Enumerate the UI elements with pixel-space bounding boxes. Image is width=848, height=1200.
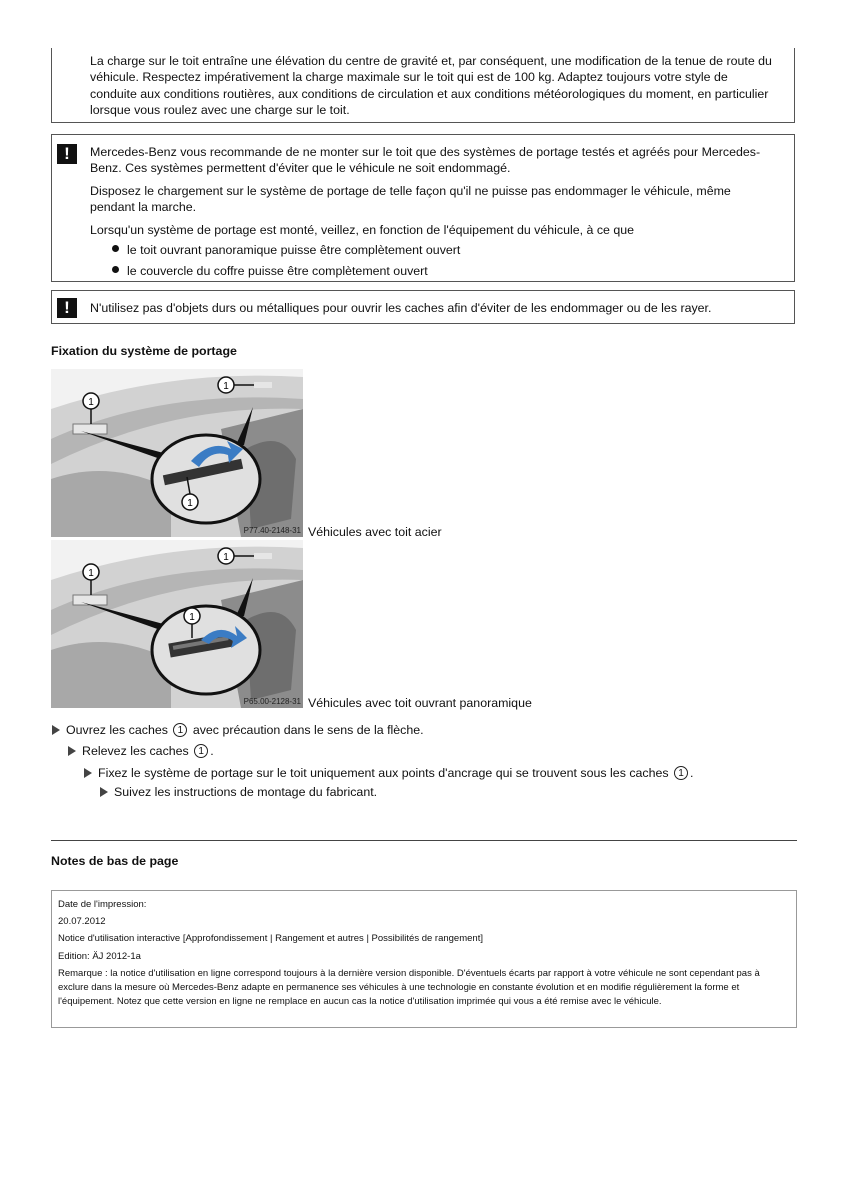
step-text: . <box>690 766 694 780</box>
step-text: Ouvrez les caches <box>66 723 168 737</box>
step-follow-instructions <box>100 785 377 799</box>
roof-load-note <box>51 48 795 123</box>
step-arrow-icon <box>52 725 60 735</box>
figure-marker-label: 1 <box>88 568 94 579</box>
roof-photo-illustration <box>51 369 303 537</box>
marker-1-icon: 1 <box>194 744 208 758</box>
footnotes-box <box>51 890 797 1028</box>
footnote-edition: Edition: ÄJ 2012-1a <box>58 950 141 962</box>
figure-marker-label: 1 <box>223 552 229 563</box>
step-fix-carrier <box>84 766 694 780</box>
figure-caption: Véhicules avec toit acier <box>308 525 442 539</box>
warning-icon: ! <box>57 144 77 164</box>
figure-marker-label: 1 <box>223 381 229 392</box>
step-text: . <box>210 744 214 758</box>
footnote-source: Notice d'utilisation interactive [Approfondissement | Rangement et autres | Possibilités de rangement] <box>58 933 483 945</box>
roof-photo-illustration <box>51 540 303 708</box>
warning-carrier-p2: Disposez le chargement sur le système de portage de telle façon qu'il ne puisse pas endommager le véhicule, même pendant la marche. <box>90 183 731 215</box>
list-item <box>90 262 776 280</box>
figure-marker-label: 1 <box>189 612 195 623</box>
warning-box-carrier <box>51 134 795 282</box>
step-open-covers <box>52 723 424 737</box>
step-arrow-icon <box>68 746 76 756</box>
bullet-icon <box>112 245 119 252</box>
divider <box>51 840 797 841</box>
figure-code: P65.00-2128-31 <box>243 697 301 706</box>
warning-covers-text: N'utilisez pas d'objets durs ou métalliques pour ouvrir les caches afin d'éviter de les endommager ou de les rayer. <box>90 301 712 315</box>
figure-marker-label: 1 <box>187 498 193 509</box>
list-item-text: le toit ouvrant panoramique puisse être complètement ouvert <box>127 243 461 258</box>
marker-1-icon: 1 <box>674 766 688 780</box>
figure-marker-label: 1 <box>88 397 94 408</box>
warning-icon: ! <box>57 298 77 318</box>
figure-caption: Véhicules avec toit ouvrant panoramique <box>308 696 532 710</box>
step-raise-covers <box>68 744 214 758</box>
step-arrow-icon <box>100 787 108 797</box>
marker-1-icon: 1 <box>173 723 187 737</box>
list-item-text: le couvercle du coffre puisse être complètement ouvert <box>127 264 428 279</box>
warning-box-covers <box>51 290 795 324</box>
bullet-icon <box>112 266 119 273</box>
step-text: Fixez le système de portage sur le toit uniquement aux points d'ancrage qui se trouvent sous les caches <box>98 766 669 780</box>
step-arrow-icon <box>84 768 92 778</box>
step-text: Suivez les instructions de montage du fabricant. <box>114 785 378 799</box>
figure-panoramic-roof <box>51 540 303 708</box>
roof-load-note-text: La charge sur le toit entraîne une élévation du centre de gravité et, par conséquent, une modification de la tenue de route du véhicule. Respectez impérativement la charge maximale sur le toit qui est de 100 kg. Adaptez toujours votre style de conduite aux conditions routières, aux conditions de circulation et aux conditions météorologiques du moment, en particulier lorsque vous roulez avec une charge sur le toit. <box>90 54 772 118</box>
step-text: Relevez les caches <box>82 744 189 758</box>
footnote-remark: Remarque : la notice d'utilisation en ligne correspond toujours à la dernière version disponible. D'éventuels écarts par rapport à votre véhicule ne sont cependant pas à exclure dans la mesure où Mercedes-Benz adapte en permanence ses véhicules à une technologie en constante évolution et en modifie régulièrement la forme et l'équipement. Notez que cette version en ligne ne remplace en aucun cas la notice d'utilisation imprimée qui vous a été remise avec le véhicule. <box>58 967 760 1008</box>
figure-steel-roof <box>51 369 303 537</box>
footnote-print-date-label: Date de l'impression: <box>58 899 147 910</box>
footnote-print-date: 20.07.2012 <box>58 916 106 928</box>
figure-code: P77.40-2148-31 <box>243 526 301 535</box>
section-title: Fixation du système de portage <box>51 344 237 358</box>
warning-carrier-p3: Lorsqu'un système de portage est monté, veillez, en fonction de l'équipement du véhicule, à ce que <box>90 222 635 237</box>
list-item <box>90 241 776 259</box>
step-text: avec précaution dans le sens de la flèche. <box>192 723 424 737</box>
footnotes-title: Notes de bas de page <box>51 854 179 868</box>
warning-carrier-p1: Mercedes-Benz vous recommande de ne monter sur le toit que des systèmes de portage testés et agréés pour Mercedes-Benz. Ces systèmes permettent d'éviter que le véhicule ne soit endommagé. <box>90 145 761 176</box>
